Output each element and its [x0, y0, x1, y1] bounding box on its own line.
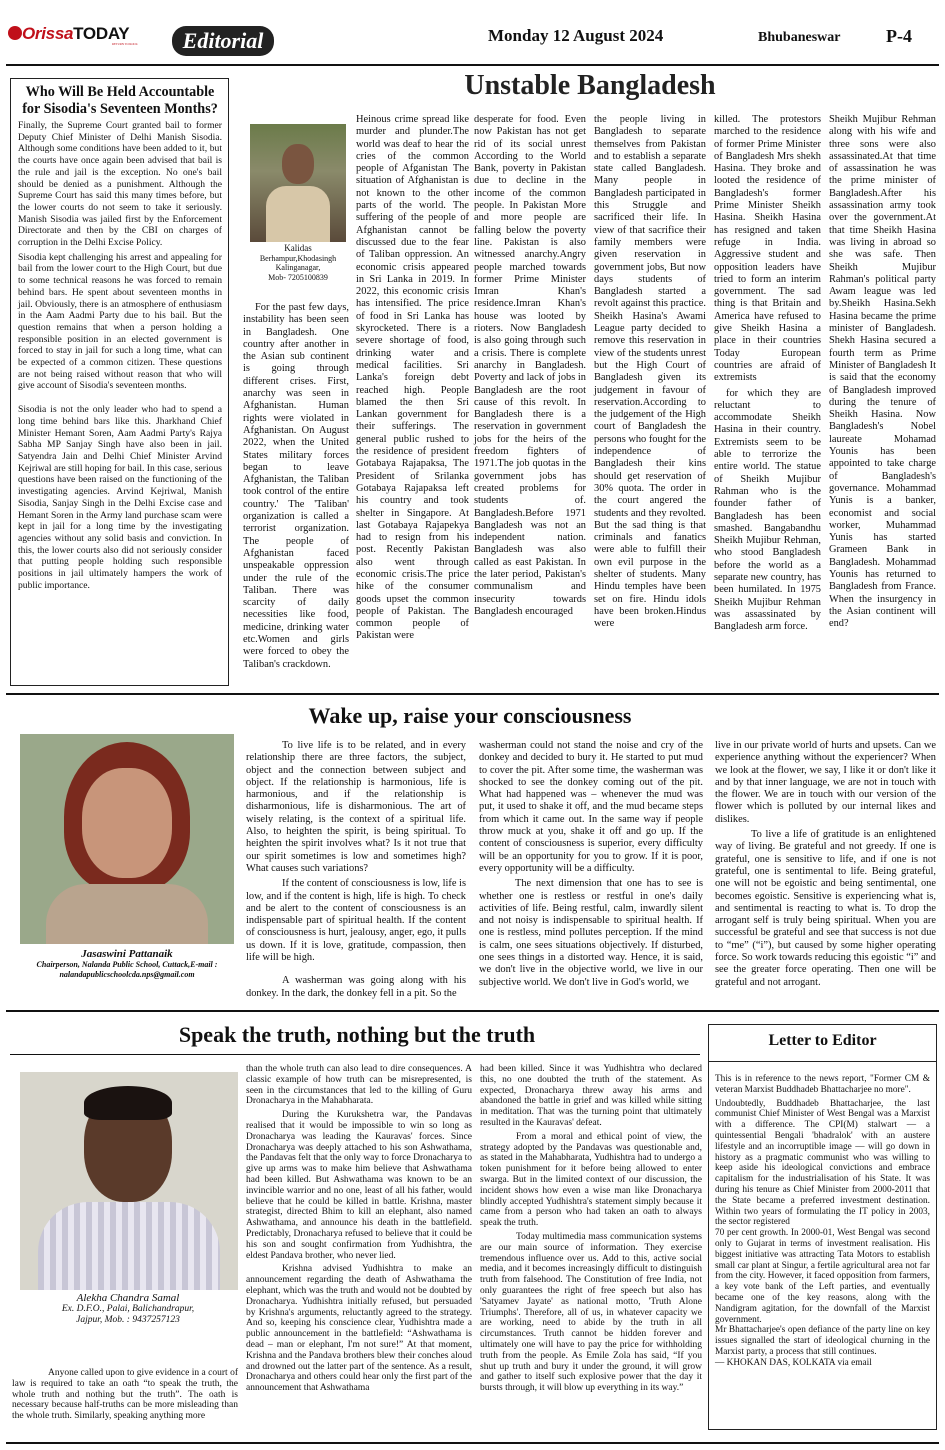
truth-col-2 [480, 1064, 702, 1397]
logo-text-b: TODAY [73, 24, 130, 43]
truth-text-0: Anyone called upon to give evidence in a court of law is required to take an oath “to speak the truth, the whole truth and nothing but the truth”. The oath is necessary because half-truths can be more misleading than the whole truth. Similarly, speaking anything more [12, 1368, 238, 1422]
wake-text-2a: washerman could not stand the noise and cry of the donkey and decided to bury it. He started to put mud to cover the pit. After some time, the washerman was shocked to see the donkey coming out of the pit. What had happened was – whenever the mud was put, it used to shake it off, and the mud became steps from which it came out. In the same way if people throw muck at you, shake it off and go up. If the content of consciousness is superior, every difficulty will be an opportunity for you to grow. If it is poor, every opportunity will be a difficulty. [479, 740, 703, 874]
author-line1: Berhampur,Khodasingh [259, 253, 337, 263]
author-caption-alekha [18, 1292, 238, 1326]
letter-headline: Letter to Editor [709, 1029, 936, 1062]
wake-text-2b: The next dimension that one has to see is whether one is restless or restful in one's daily activities of life. Being restful, calm, inwardly silent and not noisy is indispensable to spiritual health. If one is restless, mind pollutes perception. If the mind is calm, one sees situations objectively. If disturbed, one sees things in a distorted way. Hence, it is said, we don't live in the objective world, we live in our subjective world. We don't live in God's world, we [479, 878, 703, 988]
photo-body [46, 884, 208, 944]
photo-face [82, 768, 172, 878]
letter-p1: This is in reference to the news report, "Former CM & veteran Marxist Buddhadeb Bhattacharjee no more". [715, 1074, 930, 1095]
bangladesh-text-4: the people living in Bangladesh to separate themselves from Pakistan and to establish a separate state called Bangladesh. Many people in Bangladesh participated in this Struggle and sacrificed their life. In view of that sacrifice their family members were given reservation in government jobs, But now days students of Bangladesh started a revolt against this practice. Sheikh Hasina's Awami League party decided to remove this reservation in view of the students unrest but the High Court of Bangladesh given its judgement in favour of reservation.According to the judgement of the High court of Bangladesh the persons who fought for the independence of Bangladesh their kins should get reservation of 30% quota. The order in the court angered the students and they revolted. But the sad thing is that criminals and fanatics were able to fulfill their own evil purpose in the shelter of students. Many Hindu temples have been set on fire. Hindu idols have been broken.Hindus were [594, 114, 706, 630]
logo [22, 24, 129, 44]
truth-text-1c: Krishna advised Yudhishtra to make an announcement regarding the death of Ashwathama the elephant, which was the truth and would not be doubted by Dronacharya. Yudhishtra initially refused, but persuaded by Krishna's arguments, reluctantly agreed to the strategy. And so, keeping his conscience clear, Yudhishtra made a public announcement in the battlefield: “Ashwathama is dead – man or elephant, I'm not sure!” At that moment, Krishna and the Pandava brothers blew their conches aloud and drowned out the latter part of the sentence. As a result, Dronacharya and others could hear only the first part of the announcement that Ashwathama [246, 1264, 472, 1394]
truth-col-1 [246, 1064, 472, 1397]
photo-shirt [38, 1202, 220, 1290]
author-line3: Mob- 7205100839 [268, 272, 328, 282]
bangladesh-col-6 [829, 114, 936, 633]
photo-face [282, 144, 314, 184]
logo-icon [8, 26, 22, 40]
photo-shirt [266, 186, 330, 242]
sisodia-headline: Who Will Be Held Accountable for Sisodia's Seventeen Months? [22, 84, 218, 117]
wake-text-1a: To live life is to be related, and in every relationship there are three factors, the subject, object and the connection between subject and object. If the relationship is harmonious, life is harmonious, and if the relationship is disharmonious, life is disharmonious. The art of wisely relating, is the context of a spiritual life. Also, to heighten the spirit, is being spiritual. To heighten the spirit involves what? Is it not true that our spirit sometimes is low and sometimes high? What causes such variations? [246, 740, 466, 874]
footer-rule [6, 1442, 939, 1444]
wake-col-3 [715, 740, 936, 992]
author-line2: Kalinganagar, [275, 263, 321, 272]
author-caption-kalidas [240, 244, 356, 282]
truth-text-2c: Today multimedia mass communication systems are our main source of information. They exercise tremendous influence over us. Add to this, active social media, and it becomes increasingly difficult to distinguish truth from falsehood. The Constitution of free India, not only guarantees the right of free speech but also has 'Satyamev Jayate' as national motto, 'Truth Alone Triumphs'. Therefore, all of us, in whatever capacity we are working, need to abide by the truth in all circumstances. Truth cannot be hidden forever and ultimately one will have to pay the price for withholding truth from the people. As Emile Zola has said, “If you shut up truth and bury it under the ground, it will grow and gather to itself such explosive power that the day it bursts through, it will blow up everything in its way.” [480, 1231, 702, 1394]
author-line1: Chairperson, Nalanda Public School, Cuttack,E-mail : nalandapublicschoolcda.nps@gmail.com [36, 960, 218, 979]
author-name: Jasaswini Pattanaik [81, 948, 173, 960]
bangladesh-text-3: desperate for food. Even now Pakistan has not get rid of its social unrest According to the World Bank, poverty in Pakistan due to decline in the income of the common people. In Pakistan More and more people are falling below the poverty line. Pakistan is also witnessed anarchy.Angry people marched towards former Prime Minister Imran Khan's residence.Imran Khan's house was looted by rioters. Now Bangladesh is also going through such a crisis. There is complete anarchy in Bangladesh. Poverty and lack of jobs in Bangladesh are the root cause of this revolt. In Bangladesh there is a reservation in government jobs for the heirs of the freedom fighters of 1971.The job quotas in the government jobs has created problems for students of. Bangladesh.Before 1971 Bangladesh was not an independent nation. Bangladesh was also called as east Pakistan. In the later period, Pakistan's communalism and insecurity towards Bangladesh encouraged [474, 114, 586, 617]
author-line2: Jajpur, Mob. : 9437257123 [76, 1315, 180, 1325]
letter-p2: Undoubtedly, Buddhadeb Bhattacharjee, the last communist Chief Minister of West Bengal was a Marxist with a difference. The CPI(M) stalwart — a quintessential Bengali 'bhadralok' with an austere lifestyle and an incorruptible image — will go down in history as a pragmatic communist who was willing to keep aside his ideological convictions and embrace capitalism for the industrialisation of his State. It was during his tenure as Chief Minister from 2000-2011 that the State became a preferred investment destination. Within two years of formulating the IT policy in 2003, the sector registered [715, 1098, 930, 1228]
author-line1: Ex. D.F.O., Palai, Balichandrapur, [61, 1304, 195, 1314]
sisodia-p2: Sisodia kept challenging his arrest and appealing for bail from the lower court to the High Court, but due to some technical reasons he was forced to remain behind bars. He spent about seventeen months in jail. Obviously, there is an atmosphere of enthusiasm in the Aam Aadmi Party due to his bail. But the question remains that when a person holding a responsible position in an elected government is forced to stay in jail for such a long time, what can be expected of a common citizen. These questions are not being raised without reason that who will give account of Sisodia's seventeen months. [18, 251, 222, 392]
dateline-city: Bhubaneswar [758, 30, 841, 45]
author-photo-jasaswini [20, 734, 234, 944]
wake-headline: Wake up, raise your consciousness [308, 703, 632, 728]
sisodia-p3: Sisodia is not the only leader who had to spend a long time behind bars like this. Jharkhand Chief Minister Hemant Soren, Aam Aadmi Party's Rajya Sabha MP Sanjay Singh have also been in jail. Satyendra Jain and Delhi Chief Minister Arvind Kejriwal are still hoping for bail. In this case, serious questions have been raised on the functioning of the investigating agencies. Arvind Kejriwal, Manish Sisodia, Sanjay Singh in the Delhi Excise case and Hemant Soren in the Army land purchase scam were kept in jail for a long time by the investigating agencies without any solid basis and conviction. In this, the lower courts also did not seriously consider that putting people holding such responsible positions in jail ultimately hampers the work of public importance. [18, 404, 222, 591]
truth-text-2b: From a moral and ethical point of view, the strategy adopted by the Pandavas was questionable and, as stated in the Mahabharata, Yudhishtra had to undergo a token punishment for it before being allowed to enter swarga. But in the limited context of our discussion, the incident shows how even a wise man like Dronacharya blindly accepted Yudhishtra's statement simply because it came from a person who had taken an oath to always speak the truth. [480, 1131, 702, 1229]
bangladesh-col-1 [243, 302, 349, 674]
bangladesh-text-1: For the past few days, instability has been seen in Bangladesh. One country after another in the Asian sub continent is going through different crises. First, anarchy was seen in Afghanistan. Human rights were violated in Afghanistan. On August 2022, when the United States military forces began to leave Afghanistan, the Taliban took control of the entire country.' The 'Taliban' organization is called a terrorist organization. The people of Afghanistan faced unspeakable oppression under the rule of the Taliban. There was scarcity of daily necessities like food, medicine, drinking water etc.Women and girls were forced to obey the Taliban's crackdown. [243, 302, 349, 670]
letter-box [708, 1024, 937, 1430]
photo-hair [84, 1086, 172, 1120]
truth-col-0 [12, 1368, 238, 1425]
section-badge: Editorial [172, 26, 274, 56]
truth-text-2a: had been killed. Since it was Yudhishtra who declared this, no one doubted the truth of the statement. As expected, Dronacharya threw away his arms and abandoned the battle in grief and was killed while sitting in meditation. That was the turning point that ultimately resulted in the Kauravas' defeat. [480, 1064, 702, 1128]
bangladesh-col-2 [356, 114, 469, 646]
truth-headline: Speak the truth, nothing but the truth [178, 1022, 536, 1047]
author-name: Kalidas [284, 243, 312, 253]
issue-date: Monday 12 August 2024 [488, 26, 664, 45]
wake-col-1 [246, 740, 466, 1003]
sisodia-body [18, 120, 222, 591]
author-name: Alekha Chandra Samal [76, 1292, 180, 1304]
divider-1 [6, 693, 939, 695]
page-number: P-4 [886, 26, 912, 46]
sisodia-article [10, 78, 229, 686]
wake-text-3a: live in our private world of hurts and upsets. Can we experience anything without the experiencer? When we look at the flower, we say, I like it or don't like it and by that inner language, we are not in touch with the flower. We are in touch with our version of the flower which is polluted by our internal likes and dislikes. [715, 740, 936, 825]
sisodia-p1: Finally, the Supreme Court granted bail to former Deputy Chief Minister of Delhi Manish Sisodia. Although some conditions have been added to it, but the courts have once again been advised that bail is the rule and jail is the exception. No one's bail should be denied as a punishment. Although the Supreme Court has said this many times before, but the lower courts do not seem to take it seriously. Manish Sisodia was jailed first by the Enforcement Directorate and then by the CBI on charges of corruption in the Delhi Excise Policy. [18, 120, 222, 249]
letter-signature: — KHOKAN DAS, KOLKATA via email [715, 1357, 872, 1368]
header-rule [6, 64, 939, 66]
letter-p3: 70 per cent growth. In 2000-01, West Bengal was second only to Gujarat in terms of investment realisation. His biggest initiative was attracting Tata Motors to establish small car plant at Singur, a fertile agricultural area not far from the city. However, it faced opposition from farmers, a key vote bank of the Left parties, and eventually became one of the key reasons, along with the Nandigram agitation, for the downfall of the Marxist government. [715, 1228, 930, 1325]
letter-p4: Mr Bhattacharjee's open defiance of the party line on key issues signalled the start of ideological churning in the Marxist party, a process that still continues. [715, 1325, 930, 1357]
wake-text-3b: To live a life of gratitude is an enlightened way of living. Be grateful and not greedy. If one is grateful, one is sensitive to life, and if one is not grateful, one is sentimental to life. Being grateful, one will not be egoistic and being sentimental, one becomes egoistic. Sensitive is experiencing what is, and sentimental is reacting to what is. To drop the arrogant self is truly being spiritual. When you are successful be grateful and see that success is not due to “me” (“i”), but caused by some higher operating force. So work towards reducing this egoistic “i” and see the greater force operating. Then one will be grateful and not arrogant. [715, 829, 936, 988]
bangladesh-text-6: Sheikh Mujibur Rehman along with his wife and three sons were also assassinated.At that time of assassination he was the prime minister of Bangladesh.After his assassination army took over the government.At that time Sheikh Hasina was living in abroad so she was safe. Then Sheikh Mujibur Rahman's political party Awam league was led by.Sheikh Hasina.Sekh Hasina became the prime minister of Bangladesh. Shekh Hasina secured a fourth term as Prime Minister of Bangladesh It is said that the economy of Bangladesh improved during the tenure of Sheikh Hasina. Now Bangladesh's Nobel laureate Mohamad Younis has been appointed to take charge of Bangladesh's governance. Mohammad Yunis is a banker, economist and social worker, Muhammad Yunis has started Grameen Bank in Bangladesh. Mohammad Younis has returned to Bangladesh from France. When the insurgency in the Asian continent will end? [829, 114, 936, 630]
wake-text-1c: A washerman was going along with his donkey. In the dark, the donkey fell in a pit. So the [246, 975, 466, 999]
author-photo-kalidas [250, 124, 346, 242]
bangladesh-col-4 [594, 114, 706, 633]
logo-tagline: RETURN TO ROCK [112, 42, 138, 46]
letter-body [715, 1074, 930, 1369]
bangladesh-headline: Unstable Bangladesh [464, 70, 716, 101]
truth-underline [10, 1054, 700, 1055]
masthead [0, 0, 945, 66]
author-caption-jasaswini [18, 948, 236, 980]
truth-text-1a: than the whole truth can also lead to dire consequences. A classic example of how truth can be misrepresented, is seen in the circumstances that led to the killing of Guru Dronacharya in the Mahabharata. [246, 1064, 472, 1107]
truth-text-1b: During the Kurukshetra war, the Pandavas realised that it would be impossible to win so long as Dronacharya was leading the Kauravas' forces. Since Dronacharya was deeply attached to his son Ashwathama, the Pandavas felt that the only way to force Dronacharya to give up arms was to make him believe that Ashwathama had been killed. But Ashwathama was known to be an invincible warrior and no one, least of all his father, would believe that he could be killed in battle. Krishna, master strategist, directed Bhim to kill an elephant, also named Ashwathama, and announce his death in the battlefield. Predictably, Dronacharya refused to believe that it could be his son and sought confirmation from Yudhishtra, the eldest Pandava brother, who never lied. [246, 1110, 472, 1261]
logo-text-a: Orissa [22, 24, 74, 43]
bangladesh-text-2: Heinous crime spread like murder and plunder.The world was deaf to hear the cries of the common people of Afganistan The situation of Afghanistan is not known to the other parts of the world. The suffering of the people of Afghanistan cannot be discussed due to the fear of Taliban oppression. An economic crisis appeared in Sri Lanka in 2019. In 2022, this economic crisis has intensified. The price of food in Sri Lanka has skyrocketed. There is a severe shortage of food, drinking water and medical facilities. Sri Lanka's foreign debt reached high. People blamed the then Sri Lankan government for their sufferings. The general public rushed to the residence of president Gotabaya Rajapaksa, The President of Srilanka Gotabaya Rajapaksa left his country and took shelter in Singapore. At last Gotabaya Rajapekya had to resign from his post. Recently Pakistan also went through economic crisis.The price hike of the consumer goods upset the common people of Pakistan. The common people of Pakistan were [356, 114, 469, 642]
bangladesh-col-3 [474, 114, 586, 621]
bangladesh-col-5 [714, 114, 821, 636]
divider-2 [6, 1010, 939, 1012]
author-photo-alekha [20, 1072, 238, 1290]
bangladesh-text-5a: killed. The protestors marched to the residence of former Prime Minister of Bangladesh Mrs shekh Hasina. They broke and looted the residence of Bangladesh's former Prime Minister Sheikh Hasina. Sheikh Hasina has resigned and taken refuge in India. Aggressive student and opposition leaders have tried to form an interim government. The sad thing is that Britain and America have refused to give Sheikh Hasina a place in their countries Today European countries are afraid of extremists [714, 114, 821, 384]
wake-text-1b: If the content of consciousness is low, life is low, and if the content is high, life is high. To check and be alert to the content of consciousness is an indispensable part of spiritual health. If the content of consciousness is hurt, jealousy, anger, ego, it pulls us down. If it is love, gratitude, compassion, then life will be high. [246, 878, 466, 964]
wake-col-2 [479, 740, 703, 992]
bangladesh-text-5b: for which they are reluctant to accommodate Sheikh Hasina in their country. Extremists seem to be able to terrorize the entire world. The statue of Sheikh Mujibur Rahman who is the founder father of Bangladesh has been smashed. Bangabandhu Sheikh Mujibur Rehman, who stood Bangladesh before the world as a separate new country, has been humilated. In 1975 Sheikh Mujibur Rehman was assassinated by Bangladesh arm force. [714, 387, 821, 633]
